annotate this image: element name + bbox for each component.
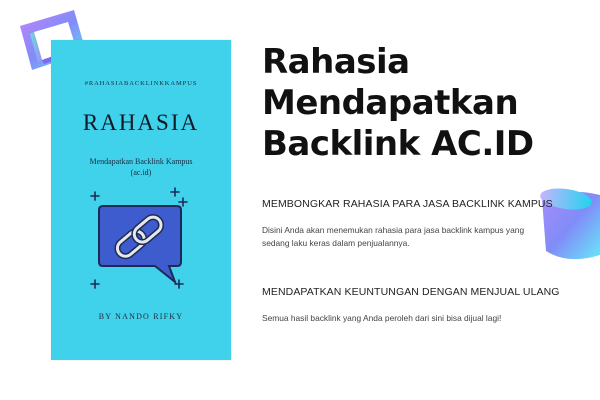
page-title <box>262 42 582 165</box>
cover-title: RAHASIA <box>82 110 200 135</box>
cover-subtitle-line2: (ac.id) <box>130 168 152 177</box>
cover-hashtag: #RAHASIABACKLINKKAMPUS <box>84 80 198 87</box>
page-title-line2: Mendapatkan <box>262 83 519 123</box>
section-body: Disini Anda akan menemukan rahasia para jasa backlink kampus yang sedang laku keras dalam penjualannya. <box>262 225 525 248</box>
section-heading: MENDAPATKAN KEUNTUNGAN DENGAN MENJUAL ULANG <box>262 286 560 298</box>
section-heading: MEMBONGKAR RAHASIA PARA JASA BACKLINK KAMPUS <box>262 198 553 210</box>
page-title-line3: Backlink AC.ID <box>262 124 534 164</box>
page-title-line1: Rahasia <box>262 42 410 82</box>
gradient-cylinder-icon <box>536 185 600 265</box>
cover-subtitle <box>51 156 231 178</box>
cover-author: BY NANDO RIFKY <box>98 312 184 321</box>
section-body: Semua hasil backlink yang Anda peroleh dari sini bisa dijual lagi! <box>262 313 502 323</box>
book-cover <box>51 40 231 360</box>
chain-link-chat-icon <box>85 186 197 296</box>
cover-subtitle-line1: Mendapatkan Backlink Kampus <box>89 157 193 166</box>
